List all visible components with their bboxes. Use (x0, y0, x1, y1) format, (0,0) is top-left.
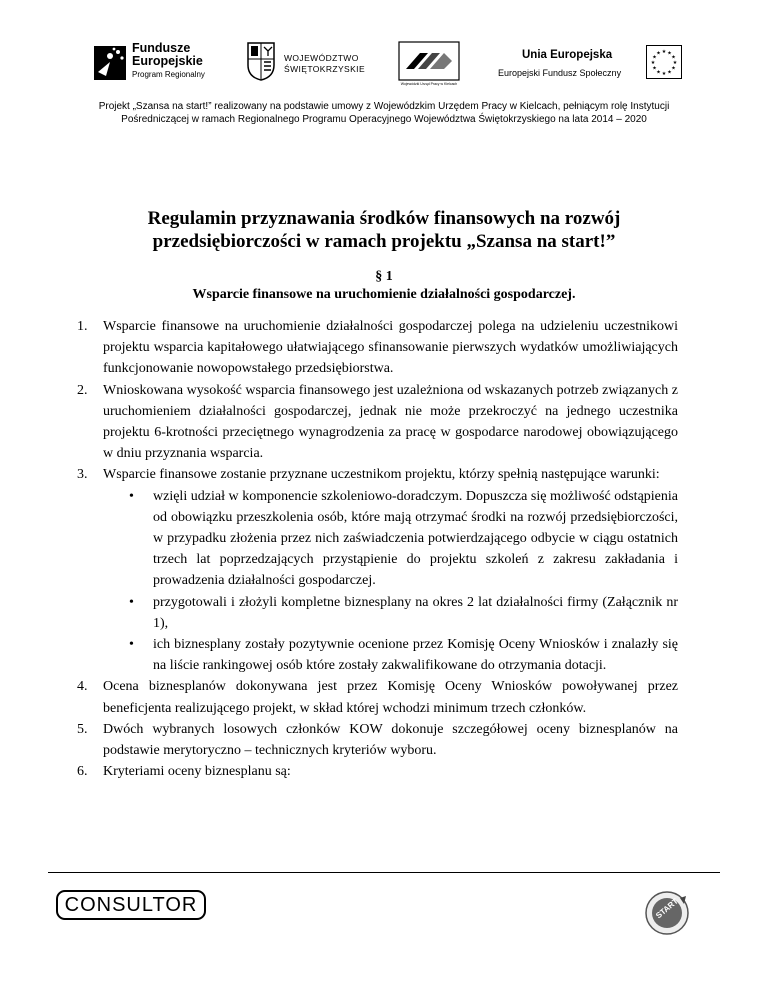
svg-text:★: ★ (672, 60, 678, 66)
condition-item-2 (129, 592, 678, 634)
condition-item-1 (129, 486, 678, 592)
list-item-number: 3. (77, 467, 88, 483)
document-body (77, 316, 678, 782)
list-item-number: 2. (77, 382, 88, 398)
title-line1: Regulamin przyznawania środków finansowych na rozwój (147, 208, 621, 229)
list-item-number: 1. (77, 319, 88, 334)
project-note-line1: Projekt „Szansa na start!” realizowany na podstawie umowy z Wojewódzkim Urzędem Pracy w Kielcach, pełniącym rolę Instytucji (98, 101, 670, 112)
fundusze-line2: Europejskie (132, 54, 203, 68)
fundusze-line1: Fundusze (132, 41, 191, 55)
svg-text:★: ★ (671, 54, 676, 61)
list-item-text: Dwóch wybranych losowych członków KOW dokonuje szczegółowej oceny biznesplanów na podstawie merytoryczno – technicznych kryteriów wyboru. (103, 721, 678, 759)
svg-text:★: ★ (667, 50, 672, 57)
list-item-text: Wnioskowana wysokość wsparcia finansowego jest uzależniona od wskazanych potrzeb związanych z uruchomieniem działalności gospodarczej, jednak nie może przekroczyć na jednego uczestnika projektu 6-krotności przeciętnego wynagrodzenia za pracę w gospodarce narodowej obowiązującego w dniu przyznania wsparcia. (103, 382, 678, 462)
unia-europejska-logo (486, 38, 686, 94)
coat-of-arms-icon (246, 41, 276, 81)
list-item-5 (77, 719, 678, 761)
condition-text: wzięli udział w komponencie szkoleniowo-doradczym. Dopuszcza się możliwość odstąpienia od obowiązku przeszkolenia osób, które mają otrzymać środki na rozwój przedsiębiorczości, w przypadku złożenia przez nich zaświadczenia potwierdzającego odbycie w ciągu ostatnich trzech lat poprzedzających przystąpienie do projektu szkoleń z zakresu zakładania i prowadzenia działalności gospodarczej. (153, 488, 678, 589)
eu-flag-icon (646, 45, 682, 79)
wup-arrows-icon (398, 41, 460, 81)
unia-line2: Europejski Fundusz Społeczny (498, 68, 622, 78)
list-item-4 (77, 676, 678, 718)
svg-text:★: ★ (650, 60, 656, 66)
svg-text:★: ★ (667, 69, 672, 76)
logo-strip (0, 38, 768, 96)
section-heading: Wsparcie finansowe na uruchomienie działalności gospodarczej. (192, 287, 576, 302)
svg-text:★: ★ (671, 65, 676, 72)
svg-text:★: ★ (652, 54, 657, 61)
condition-text: przygotowali i złożyli kompletne biznesplany na okres 2 lat działalności firmy (Załącznik nr 1), (153, 594, 678, 631)
conditions-list (129, 486, 678, 677)
list-item-number: 4. (77, 679, 88, 695)
footer-divider (48, 872, 720, 873)
list-item-1 (77, 316, 678, 380)
svg-text:★: ★ (661, 71, 667, 77)
title-line2: przedsiębiorczości w ramach projektu „Szansa na start!” (152, 231, 616, 252)
section-number: § 1 (375, 269, 393, 284)
list-item-text: Wsparcie finansowe zostanie przyznane uczestnikom projektu, którzy spełnią następujące warunki: (103, 467, 660, 483)
bullet-icon: • (129, 637, 134, 653)
list-item-text: Wsparcie finansowe na uruchomienie działalności gospodarczej polega na udzieleniu uczestnikowi projektu wsparcia kapitałowego ułatwiającego sfinansowanie pierwszych wydatków umożliwiających funkcjonowanie nowopowstałego przedsiębiorstwa. (103, 319, 678, 377)
list-item-2 (77, 380, 678, 465)
project-note (40, 100, 728, 126)
condition-text: ich biznesplany zostały pozytywnie ocenione przez Komisję Oceny Wniosków i znalazły się na liście rankingowej osób które zostały zakwalifikowane do otrzymania dotacji. (153, 637, 678, 674)
condition-item-3 (129, 634, 678, 676)
start-badge (644, 890, 690, 936)
document-title (40, 207, 728, 253)
list-item-number: 5. (77, 721, 88, 737)
fundusze-europejskie-mark-icon (90, 42, 130, 84)
fundusze-europejskie-logo (90, 38, 240, 94)
svg-text:★: ★ (652, 65, 657, 72)
list-item-6 (77, 761, 678, 782)
wojewodztwo-swietokrzyskie-logo (246, 38, 376, 94)
list-item-text: Ocena biznesplanów dokonywana jest przez Komisję Oceny Wniosków powoływanej przez beneficjenta realizującego projekt, w skład której wchodzi minimum trzech członków. (103, 679, 678, 716)
wojewodztwo-line1: WOJEWÓDZTWO (284, 53, 359, 63)
unia-line1: Unia Europejska (522, 49, 613, 61)
section-header (40, 268, 728, 304)
consultor-logo (56, 890, 206, 920)
wup-logo (398, 38, 460, 94)
bullet-icon: • (129, 594, 134, 610)
list-item-3 (77, 464, 678, 485)
svg-text:★: ★ (661, 49, 667, 55)
consultor-text: CONSULTOR (64, 894, 198, 916)
svg-text:★: ★ (656, 50, 661, 57)
list-item-number: 6. (77, 764, 88, 780)
bullet-icon: • (129, 488, 134, 504)
wojewodztwo-line2: ŚWIĘTOKRZYSKIE (284, 64, 366, 74)
list-item-text: Kryteriami oceny biznesplanu są: (103, 764, 291, 780)
wup-caption: Wojewódzki Urząd Pracy w Kielcach (400, 82, 458, 86)
svg-text:★: ★ (656, 69, 661, 76)
fundusze-line3: Program Regionalny (132, 70, 205, 79)
start-badge-text: START (654, 896, 680, 921)
project-note-line2: Pośredniczącej w ramach Regionalnego Programu Operacyjnego Województwa Świętokrzyskiego na lata 2014 – 2020 (121, 114, 647, 125)
